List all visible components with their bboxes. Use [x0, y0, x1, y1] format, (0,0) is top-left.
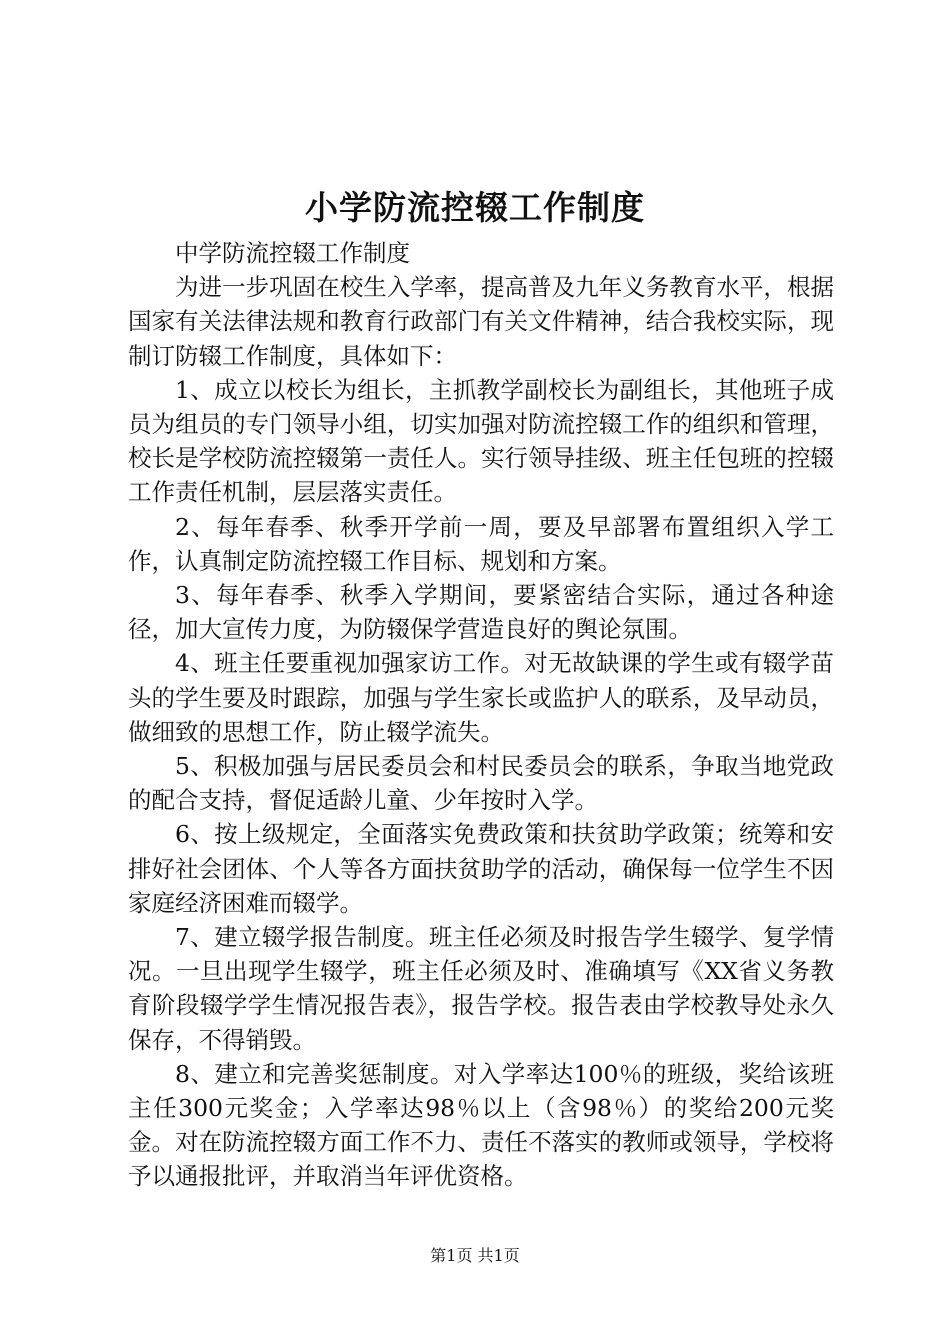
rule-paragraph-8: 8、建立和完善奖惩制度。对入学率达100％的班级，奖给该班主任300元奖金；入学率达98％以上（含98％）的奖给200元奖金。对在防流控辍方面工作不力、责任不落实的教师或领导，学校将予以通报批评，并取消当年评优资格。	[128, 1059, 834, 1191]
intro-paragraph: 为进一步巩固在校生入学率，提高普及九年义务教育水平，根据国家有关法律法规和教育行政部门有关文件精神，结合我校实际，现制订防辍工作制度，具体如下：	[128, 273, 834, 370]
document-body	[128, 236, 834, 1194]
rule-paragraph-7: 7、建立辍学报告制度。班主任必须及时报告学生辍学、复学情况。一旦出现学生辍学，班主任必须及时、准确填写《XX省义务教育阶段辍学学生情况报告表》，报告学校。报告表由学校教导处永久保存，不得销毁。	[128, 923, 834, 1054]
rule-paragraph-5: 5、积极加强与居民委员会和村民委员会的联系，争取当地党政的配合支持，督促适龄儿童、少年按时入学。	[128, 752, 834, 815]
page-footer: 第1页 共1页	[430, 1246, 520, 1265]
document-title: 小学防流控辍工作制度	[305, 188, 645, 227]
rule-paragraph-1: 1、成立以校长为组长，主抓教学副校长为副组长，其他班子成员为组员的专门领导小组，切实加强对防流控辍工作的组织和管理，校长是学校防流控辍第一责任人。实行领导挂级、班主任包班的控辍工作责任机制，层层落实责任。	[128, 375, 834, 507]
rule-paragraph-6: 6、按上级规定，全面落实免费政策和扶贫助学政策；统筹和安排好社会团体、个人等各方面扶贫助学的活动，确保每一位学生不因家庭经济困难而辍学。	[128, 820, 834, 917]
rule-paragraph-3: 3、每年春季、秋季入学期间，要紧密结合实际，通过各种途径，加大宣传力度，为防辍保学营造良好的舆论氛围。	[128, 581, 834, 644]
rule-paragraph-4: 4、班主任要重视加强家访工作。对无故缺课的学生或有辍学苗头的学生要及时跟踪，加强与学生家长或监护人的联系，及早动员，做细致的思想工作，防止辍学流失。	[128, 649, 834, 746]
document-subtitle: 中学防流控辍工作制度	[175, 239, 410, 267]
rule-paragraph-2: 2、每年春季、秋季开学前一周，要及早部署布置组织入学工作，认真制定防流控辍工作目标、规划和方案。	[128, 512, 834, 575]
